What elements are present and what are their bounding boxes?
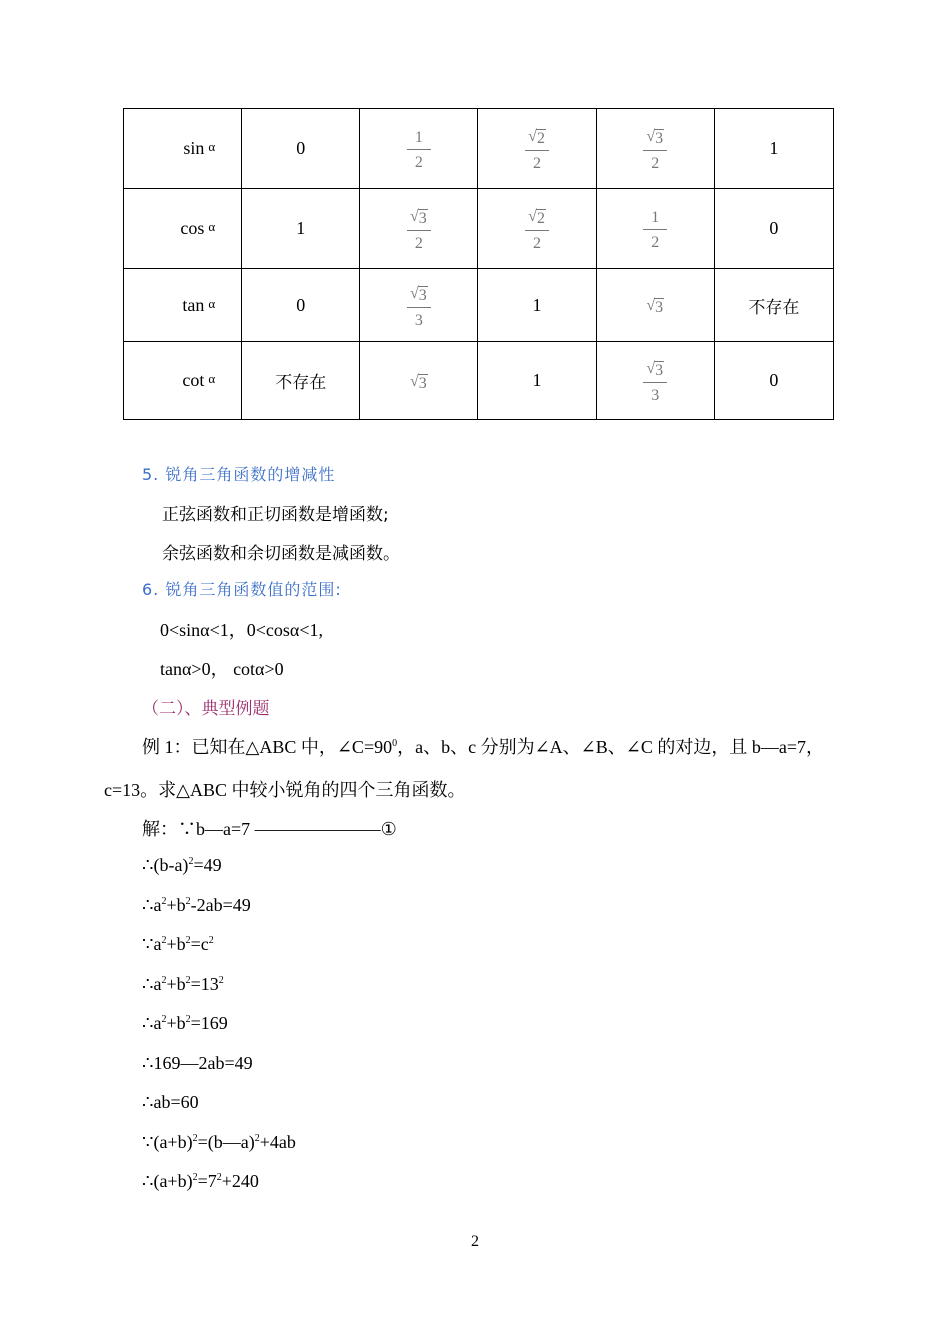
radical	[410, 209, 428, 227]
numerator: 1	[651, 209, 660, 226]
step-text: +b	[166, 974, 186, 994]
cell-value: 1	[769, 138, 779, 158]
section5-title: 5. 锐角三角函数的增减性	[142, 465, 336, 484]
numerator: 1	[414, 129, 423, 146]
radical	[646, 298, 664, 316]
cell-value: 1	[532, 294, 542, 315]
example1-text-a: 例 1：已知在△ABC 中，∠C=90	[142, 737, 393, 757]
table-cell	[360, 109, 478, 189]
denominator: 2	[651, 234, 660, 251]
numerator	[408, 286, 430, 307]
section-examples-title: （二）、典型例题	[142, 699, 270, 719]
exponent: 2	[185, 896, 191, 907]
table-cell	[478, 342, 596, 420]
exponent: 2	[192, 1172, 198, 1183]
step-text: ∴ab=60	[142, 1092, 199, 1112]
degree-superscript: 0	[392, 738, 398, 749]
solution-step	[142, 1092, 199, 1113]
exponent: 2	[185, 1014, 191, 1025]
radical-sign: √	[410, 372, 419, 390]
alpha-symbol: α	[208, 219, 216, 234]
solution-step	[142, 895, 251, 916]
exponent: 2	[161, 975, 167, 986]
table-cell	[596, 342, 714, 420]
fraction	[525, 209, 549, 252]
fraction	[407, 286, 431, 329]
numerator	[526, 129, 548, 150]
radical-sign: √	[410, 208, 419, 225]
table-row-tan	[124, 269, 834, 342]
table-cell	[360, 269, 478, 342]
step-text: =169	[190, 1013, 228, 1033]
radical	[528, 209, 546, 227]
section5-line2: 余弦函数和余切函数是减函数。	[162, 544, 400, 564]
step-text: ∴a	[142, 1013, 162, 1033]
exponent: 2	[161, 935, 167, 946]
solution-step	[142, 974, 224, 995]
cell-value: 0	[769, 370, 779, 390]
section6-line1: 0<sinα<1，0<cosα<1,	[160, 620, 323, 640]
table-cell	[242, 109, 360, 189]
exponent: 2	[185, 935, 191, 946]
exponent: 2	[161, 1014, 167, 1025]
radicand: 2	[536, 130, 545, 147]
table-cell	[242, 269, 360, 342]
cell-value: 0	[769, 218, 779, 238]
table-cell	[596, 109, 714, 189]
step-text: +4ab	[259, 1132, 296, 1152]
radical-sign: √	[410, 284, 419, 302]
step-text: =13	[190, 974, 219, 994]
cell-value: 0	[296, 138, 306, 158]
example1-problem-line2: c=13。求△ABC 中较小锐角的四个三角函数。	[104, 780, 466, 800]
exponent: 2	[218, 975, 224, 986]
cell-value: 不存在	[275, 373, 327, 393]
step-text: +240	[221, 1171, 259, 1191]
exponent: 2	[161, 896, 167, 907]
table-cell	[596, 189, 714, 269]
denominator: 2	[651, 155, 660, 172]
denominator: 3	[414, 311, 423, 329]
table-cell	[478, 269, 596, 342]
radical	[646, 361, 664, 379]
radicand: 3	[418, 210, 427, 227]
radical-sign: √	[646, 297, 656, 314]
numerator	[408, 209, 430, 230]
table-cell	[714, 269, 833, 342]
solution-step	[142, 1053, 253, 1074]
table-cell	[360, 342, 478, 420]
radicand: 3	[655, 362, 664, 379]
solution-step	[142, 1132, 296, 1153]
numerator	[526, 209, 548, 230]
function-name: sin	[183, 138, 205, 158]
fraction	[643, 210, 667, 251]
section6-title: 6. 锐角三角函数值的范围:	[142, 580, 342, 599]
section5-line1: 正弦函数和正切函数是增函数;	[162, 505, 389, 525]
radical-sign: √	[528, 128, 537, 145]
denominator: 2	[414, 154, 423, 171]
step-text: ∵(a+b)	[142, 1132, 193, 1152]
section6-line2: tanα>0， cotα>0	[160, 659, 284, 679]
table-cell	[478, 109, 596, 189]
step-text: ∴(b-a)	[142, 855, 189, 875]
alpha-symbol: α	[208, 371, 216, 386]
step-text: +b	[166, 895, 186, 915]
exponent: 2	[185, 975, 191, 986]
table-cell	[242, 189, 360, 269]
radical	[410, 286, 428, 304]
fraction	[525, 129, 549, 172]
exponent: 2	[208, 935, 214, 946]
step-text: =(b—a)	[197, 1132, 255, 1152]
denominator: 2	[533, 235, 542, 252]
table-cell	[242, 342, 360, 420]
function-name: cot	[182, 370, 205, 390]
radical	[528, 129, 546, 147]
fraction	[407, 130, 431, 171]
fraction	[643, 129, 667, 172]
step-text: +b	[166, 934, 186, 954]
numerator	[644, 129, 666, 150]
radical-sign: √	[528, 208, 537, 225]
exponent: 2	[192, 1133, 198, 1144]
row-header-sin	[124, 109, 242, 189]
table-cell	[478, 189, 596, 269]
fraction	[643, 361, 667, 404]
trig-values-table	[123, 108, 834, 420]
radicand: 3	[655, 299, 664, 316]
table-row-cos	[124, 189, 834, 269]
radical-sign: √	[646, 128, 656, 145]
function-name: tan	[182, 294, 205, 315]
row-header-cot	[124, 342, 242, 420]
radicand: 3	[418, 374, 427, 392]
radicand: 2	[536, 210, 545, 227]
solution-step	[142, 1013, 228, 1034]
exponent: 2	[188, 856, 194, 867]
cell-value: 1	[532, 370, 542, 390]
exponent: 2	[216, 1172, 222, 1183]
step-text: =c	[190, 934, 209, 954]
cell-value: 不存在	[748, 297, 800, 318]
step-text: -2ab=49	[190, 895, 251, 915]
example1-problem-line1	[142, 733, 824, 759]
table-cell	[360, 189, 478, 269]
step-text: ∴169—2ab=49	[142, 1053, 253, 1073]
cell-value: 1	[296, 218, 306, 238]
table-cell	[714, 342, 833, 420]
step-text: +b	[166, 1013, 186, 1033]
example1-text-b: ，a、b、c 分别为∠A、∠B、∠C 的对边，且 b—a=7，	[397, 737, 824, 757]
denominator: 2	[414, 235, 423, 252]
cell-value: 0	[296, 294, 306, 315]
step-text: ∵a	[142, 934, 162, 954]
step-text: =49	[193, 855, 222, 875]
table-cell	[714, 189, 833, 269]
radical-sign: √	[646, 360, 656, 377]
fraction	[407, 209, 431, 252]
radical	[410, 374, 428, 392]
alpha-symbol: α	[208, 295, 216, 311]
table-cell	[714, 109, 833, 189]
solution-step	[142, 1171, 259, 1192]
solution-step	[142, 855, 222, 876]
denominator: 3	[651, 387, 660, 404]
table-row-sin	[124, 109, 834, 189]
row-header-tan	[124, 269, 242, 342]
page-number: 2	[471, 1233, 479, 1250]
step-text: =7	[197, 1171, 217, 1191]
numerator	[644, 361, 666, 382]
function-name: cos	[180, 218, 205, 238]
step-text: ∴a	[142, 974, 162, 994]
table-row-cot	[124, 342, 834, 420]
step-text: ∴a	[142, 895, 162, 915]
denominator: 2	[533, 155, 542, 172]
radicand: 3	[655, 130, 664, 147]
table-cell	[596, 269, 714, 342]
solution-step	[142, 934, 214, 955]
row-header-cos	[124, 189, 242, 269]
solution-start: 解：∵b—a=7 ———————①	[142, 819, 397, 839]
exponent: 2	[254, 1133, 260, 1144]
alpha-symbol: α	[208, 139, 216, 154]
radicand: 3	[418, 286, 427, 304]
step-text: ∴(a+b)	[142, 1171, 193, 1191]
radical	[646, 129, 664, 147]
